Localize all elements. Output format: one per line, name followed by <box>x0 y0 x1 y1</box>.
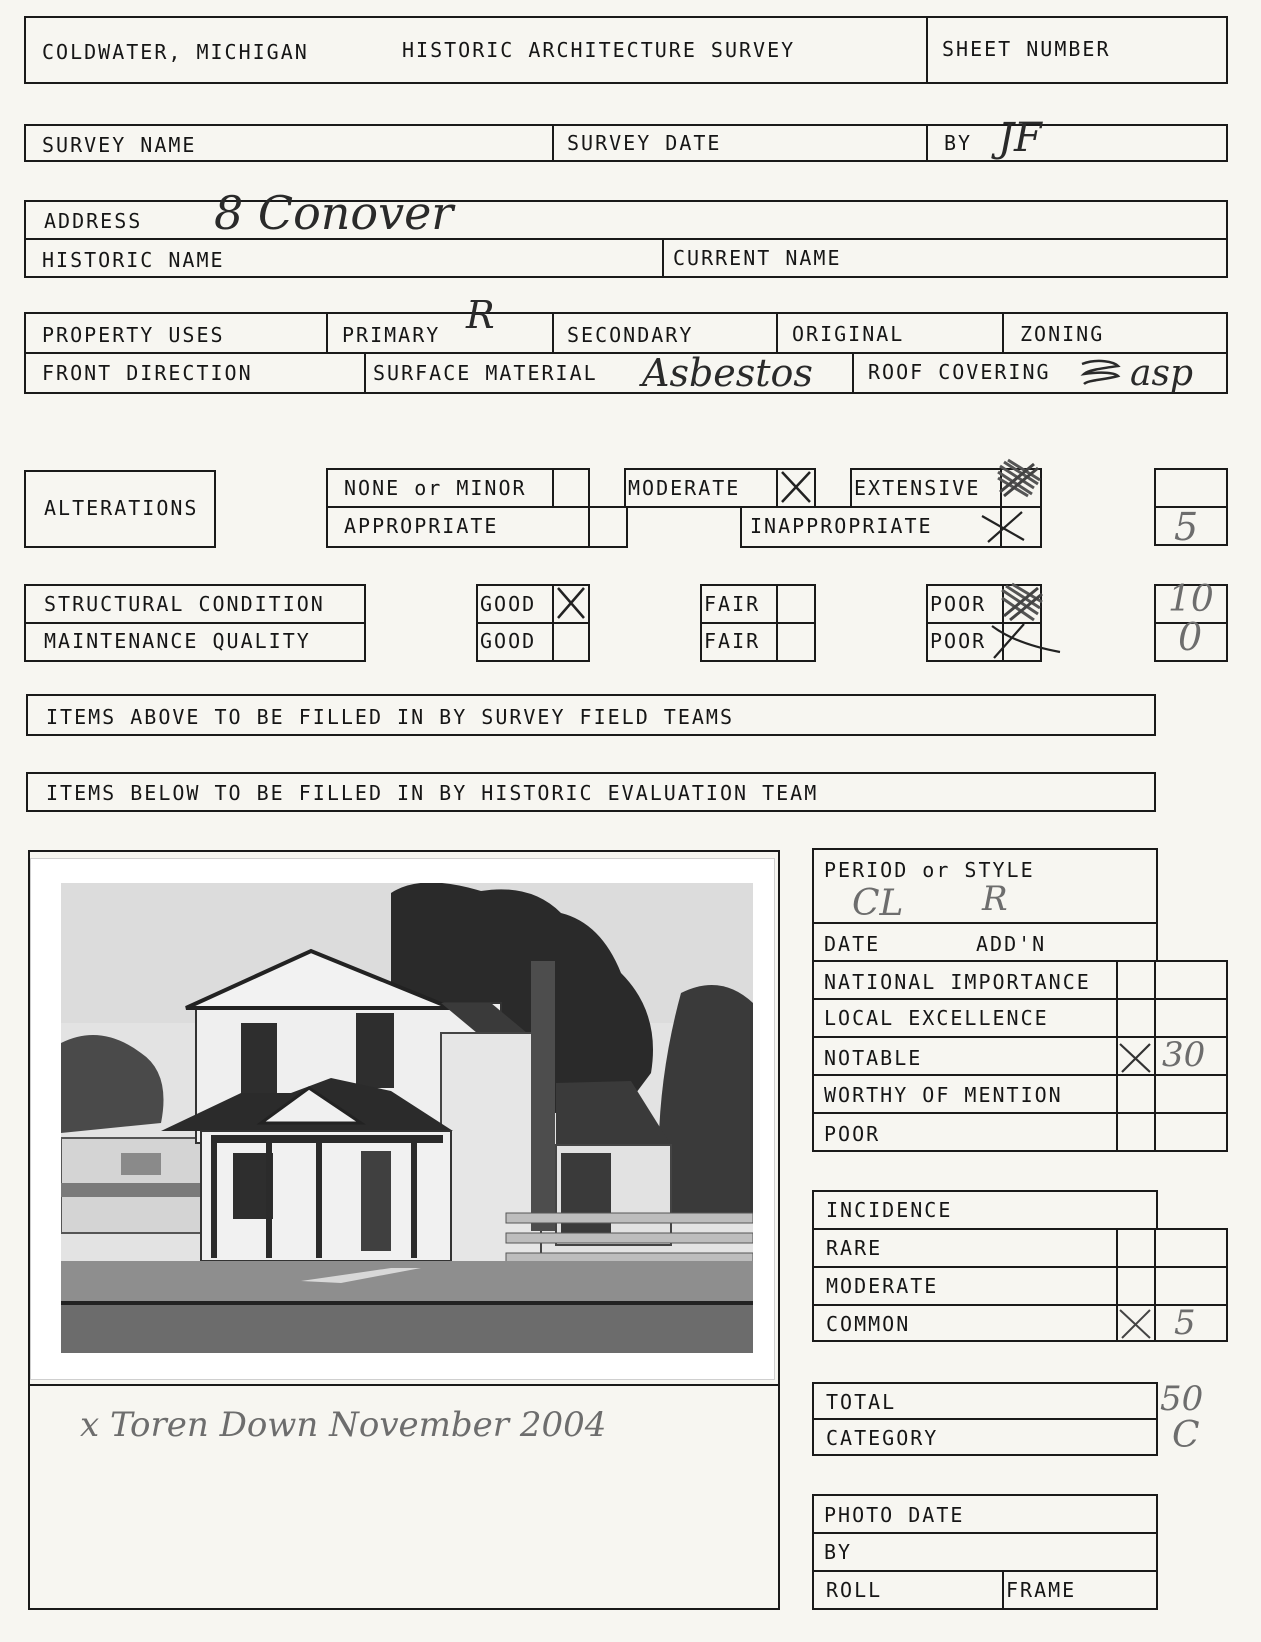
photo-date-label: PHOTO DATE <box>824 1503 965 1527</box>
good-maintenance-label: GOOD <box>480 629 537 653</box>
house-photo-image <box>61 883 753 1353</box>
maintenance-quality-label: MAINTENANCE QUALITY <box>44 629 311 653</box>
property-div-6 <box>852 352 854 394</box>
notable-label: NOTABLE <box>824 1046 923 1070</box>
maintenance-score: 0 <box>1178 615 1203 659</box>
property-div-4 <box>1002 312 1004 352</box>
incidence-label: INCIDENCE <box>826 1198 953 1222</box>
poor-maintenance-check-mark <box>986 620 1068 662</box>
note-below-top <box>26 772 1156 774</box>
note-above-text: ITEMS ABOVE TO BE FILLED IN BY SURVEY FIELD TEAMS <box>46 705 735 729</box>
surface-material-label: SURFACE MATERIAL <box>373 361 598 385</box>
alterations-score: 5 <box>1174 505 1199 549</box>
inappropriate-check-mark <box>978 508 1030 546</box>
property-uses-label: PROPERTY USES <box>42 323 225 347</box>
worthy-label: WORTHY OF MENTION <box>824 1083 1063 1107</box>
notable-check-mark <box>1116 1040 1156 1076</box>
incidence-row-1 <box>812 1266 1228 1268</box>
original-label: ORIGINAL <box>792 322 905 346</box>
note-below-text: ITEMS BELOW TO BE FILLED IN BY HISTORIC EVALUATION TEAM <box>46 781 819 805</box>
property-row-divider <box>24 352 1228 354</box>
front-direction-label: FRONT DIRECTION <box>42 361 253 385</box>
form-title: HISTORIC ARCHITECTURE SURVEY <box>402 38 796 62</box>
none-minor-check-divider <box>552 468 554 508</box>
survey-row-div-1 <box>552 124 554 162</box>
address-label: ADDRESS <box>44 209 143 233</box>
note-below-right <box>1154 772 1156 812</box>
secondary-label: SECONDARY <box>567 323 694 347</box>
structural-score: 10 <box>1168 579 1214 620</box>
frame-label: FRAME <box>1006 1578 1077 1602</box>
poor-structural-label: POOR <box>930 592 987 616</box>
survey-by-label: BY <box>944 131 973 155</box>
category-label: CATEGORY <box>826 1426 939 1450</box>
primary-label: PRIMARY <box>342 323 441 347</box>
common-score: 5 <box>1174 1303 1196 1343</box>
surface-material-value: Asbestos <box>642 351 813 395</box>
survey-row-top <box>24 124 1228 126</box>
total-value: 50 <box>1160 1379 1204 1419</box>
good-structural-label: GOOD <box>480 592 537 616</box>
total-label: TOTAL <box>826 1390 897 1414</box>
note-above-top <box>26 694 1156 696</box>
good-structural-check-mark <box>554 584 588 622</box>
none-minor-label: NONE or MINOR <box>344 476 527 500</box>
roof-covering-label: ROOF COVERING <box>868 360 1051 384</box>
survey-row-left <box>24 124 26 162</box>
fair-check-divider <box>776 584 778 662</box>
poor-structural-shaded-mark <box>998 582 1044 622</box>
address-col-divider <box>662 238 664 278</box>
moderate-label: MODERATE <box>628 476 741 500</box>
addn-label: ADD'N <box>976 932 1047 956</box>
appropriate-label: APPROPRIATE <box>344 514 499 538</box>
local-excellence-label: LOCAL EXCELLENCE <box>824 1006 1049 1030</box>
address-row-divider <box>24 238 1228 240</box>
extensive-shaded-mark <box>994 458 1042 498</box>
fair-structural-label: FAIR <box>704 592 761 616</box>
city-label: COLDWATER, MICHIGAN <box>42 40 309 64</box>
note-above-bottom <box>26 734 1156 736</box>
photo-info-col <box>1002 1570 1004 1610</box>
photo-info-row-2 <box>812 1570 1158 1572</box>
date-label: DATE <box>824 932 881 956</box>
scribble-mark <box>1078 358 1122 388</box>
header-divider <box>926 16 928 84</box>
photo-by-label: BY <box>824 1540 853 1564</box>
sheet-number-label: SHEET NUMBER <box>942 37 1111 61</box>
category-value: C <box>1172 1415 1200 1456</box>
period-value-2: R <box>982 879 1008 919</box>
alterations-label: ALTERATIONS <box>44 496 199 520</box>
photo-caption: x Toren Down November 2004 <box>80 1405 607 1445</box>
survey-by-value: JF <box>998 115 1042 161</box>
zoning-label: ZONING <box>1020 322 1105 346</box>
poor-maintenance-label: POOR <box>930 629 987 653</box>
rare-label: RARE <box>826 1236 883 1260</box>
photo-caption-divider <box>28 1384 780 1386</box>
historic-name-label: HISTORIC NAME <box>42 248 225 272</box>
current-name-label: CURRENT NAME <box>673 246 842 270</box>
period-value-1: CL <box>852 883 904 924</box>
common-check-mark <box>1116 1306 1156 1342</box>
notable-score: 30 <box>1162 1035 1206 1075</box>
period-label: PERIOD or STYLE <box>824 858 1035 882</box>
property-div-5 <box>364 352 366 394</box>
note-below-left <box>26 772 28 812</box>
property-div-2 <box>552 312 554 352</box>
common-label: COMMON <box>826 1312 911 1336</box>
fair-maintenance-label: FAIR <box>704 629 761 653</box>
survey-row-bottom <box>24 160 1228 162</box>
survey-row-div-2 <box>926 124 928 162</box>
good-row-divider <box>476 622 590 624</box>
survey-date-label: SURVEY DATE <box>567 131 722 155</box>
totals-divider <box>812 1418 1158 1420</box>
importance-row-1 <box>812 998 1228 1000</box>
survey-row-right <box>1226 124 1228 162</box>
importance-row-4 <box>812 1112 1228 1114</box>
extensive-label: EXTENSIVE <box>854 476 981 500</box>
inappropriate-label: INAPPROPRIATE <box>750 514 933 538</box>
address-value: 8 Conover <box>214 186 454 240</box>
roll-label: ROLL <box>826 1578 883 1602</box>
note-above-left <box>26 694 28 736</box>
note-above-right <box>1154 694 1156 736</box>
incidence-row-2 <box>812 1304 1228 1306</box>
property-div-3 <box>776 312 778 352</box>
moderate-incidence-label: MODERATE <box>826 1274 939 1298</box>
fair-row-divider <box>700 622 816 624</box>
appropriate-check-divider <box>588 506 590 548</box>
note-below-bottom <box>26 810 1156 812</box>
house-photo <box>30 858 775 1380</box>
moderate-check-mark <box>778 468 814 506</box>
photo-info-row-1 <box>812 1532 1158 1534</box>
roof-covering-value: asp <box>1130 353 1193 394</box>
primary-value: R <box>466 293 495 337</box>
poor-importance-label: POOR <box>824 1122 881 1146</box>
structural-condition-label: STRUCTURAL CONDITION <box>44 592 325 616</box>
national-importance-label: NATIONAL IMPORTANCE <box>824 970 1091 994</box>
condition-label-divider <box>24 622 366 624</box>
property-div-1 <box>326 312 328 352</box>
survey-name-label: SURVEY NAME <box>42 133 197 157</box>
